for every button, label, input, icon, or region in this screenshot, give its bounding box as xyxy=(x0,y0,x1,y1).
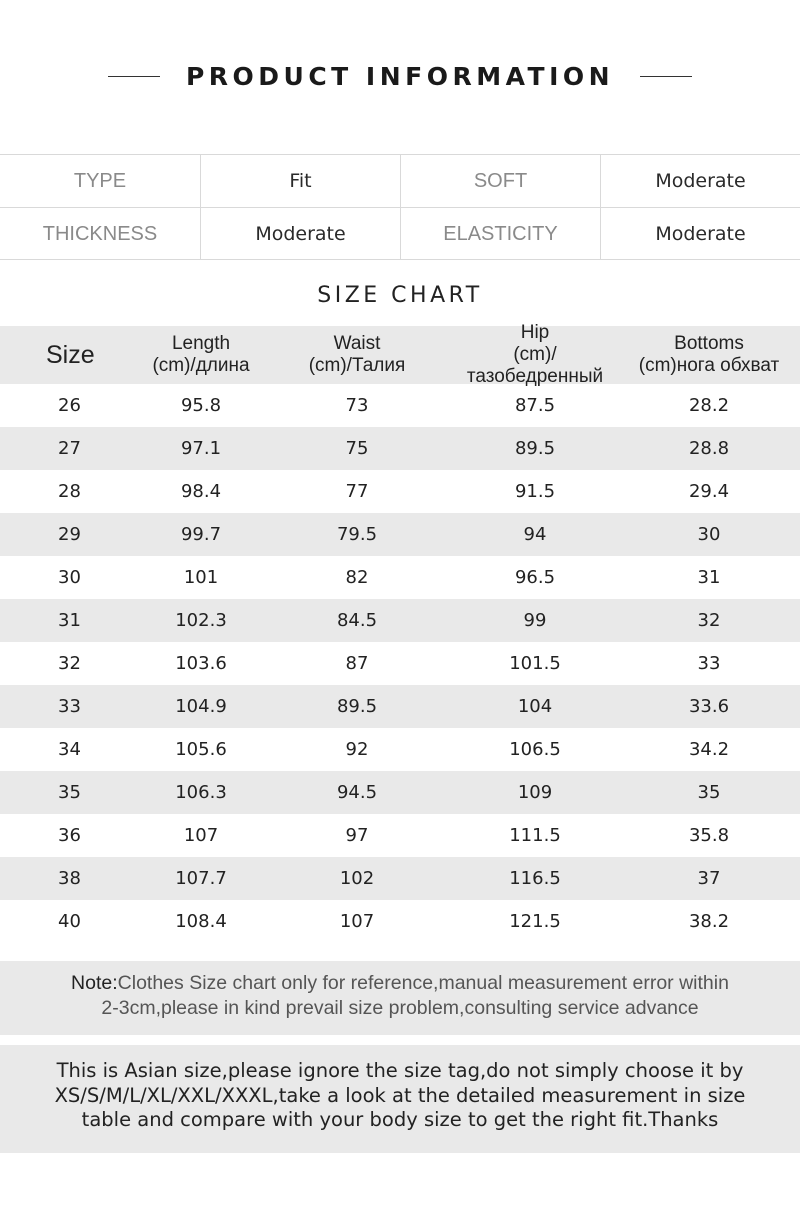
cell-waist: 107 xyxy=(339,911,375,932)
cell-bottoms: 33 xyxy=(697,653,721,674)
note-text: Clothes Size chart only for reference,manual measurement error within xyxy=(117,972,729,994)
product-info-table xyxy=(0,154,800,260)
info-row xyxy=(0,155,800,207)
header-hip-line2: (cm)/тазобедренный xyxy=(466,344,604,387)
table-row xyxy=(0,771,800,814)
cell-hip: 101.5 xyxy=(509,653,561,674)
cell-length: 104.9 xyxy=(175,696,227,717)
table-row xyxy=(0,642,800,685)
cell-waist: 84.5 xyxy=(336,610,378,631)
cell-size: 26 xyxy=(58,395,81,416)
cell-size: 32 xyxy=(58,653,81,674)
size-chart-table xyxy=(0,322,800,943)
header-size: Size xyxy=(46,341,95,369)
asian-size-notice xyxy=(0,1045,800,1153)
cell-bottoms: 28.8 xyxy=(688,438,730,459)
cell-length: 105.6 xyxy=(175,739,227,760)
header-waist-line1: Waist xyxy=(333,333,381,354)
cell-length: 98.4 xyxy=(180,481,222,502)
info-value-type: Fit xyxy=(200,155,400,207)
note-label: Note: xyxy=(71,972,118,994)
cell-size: 34 xyxy=(58,739,81,760)
cell-length: 103.6 xyxy=(175,653,227,674)
size-chart-title: SIZE CHART xyxy=(317,283,483,308)
table-row xyxy=(0,685,800,728)
cell-waist: 77 xyxy=(345,481,369,502)
cell-waist: 94.5 xyxy=(336,782,378,803)
header-length-line2: (cm)/длина xyxy=(152,355,250,376)
header-hip xyxy=(452,322,618,388)
cell-bottoms: 30 xyxy=(697,524,721,545)
cell-length: 97.1 xyxy=(180,438,222,459)
cell-waist: 73 xyxy=(345,395,369,416)
cell-waist: 79.5 xyxy=(336,524,378,545)
cell-hip: 89.5 xyxy=(514,438,556,459)
table-row xyxy=(0,427,800,470)
header-rule-right xyxy=(640,76,692,77)
cell-size: 30 xyxy=(58,567,81,588)
table-row xyxy=(0,814,800,857)
cell-bottoms: 35 xyxy=(697,782,721,803)
info-key-type: TYPE xyxy=(73,169,127,192)
header-rule-left xyxy=(108,76,160,77)
table-row xyxy=(0,728,800,771)
note-box xyxy=(0,961,800,1035)
cell-hip: 116.5 xyxy=(509,868,561,889)
asian-notice-line2: XS/S/M/L/XL/XXL/XXXL,take a look at the detailed measurement in size xyxy=(54,1083,746,1107)
cell-bottoms: 33.6 xyxy=(688,696,730,717)
cell-bottoms: 29.4 xyxy=(688,481,730,502)
cell-waist: 89.5 xyxy=(336,696,378,717)
cell-waist: 87 xyxy=(345,653,369,674)
cell-bottoms: 28.2 xyxy=(688,395,730,416)
cell-length: 107 xyxy=(183,825,219,846)
info-value-thickness: Moderate xyxy=(200,208,400,260)
cell-hip: 91.5 xyxy=(514,481,556,502)
asian-notice-line3: table and compare with your body size to get the right fit.Thanks xyxy=(81,1108,719,1131)
cell-length: 101 xyxy=(183,567,219,588)
cell-waist: 75 xyxy=(345,438,369,459)
cell-hip: 106.5 xyxy=(509,739,561,760)
cell-size: 27 xyxy=(58,438,81,459)
cell-length: 99.7 xyxy=(180,524,222,545)
header-waist-line2: (cm)/Талия xyxy=(308,355,406,376)
table-row xyxy=(0,470,800,513)
cell-size: 31 xyxy=(58,610,81,631)
cell-hip: 99 xyxy=(523,610,547,631)
cell-length: 95.8 xyxy=(180,395,222,416)
cell-length: 107.7 xyxy=(175,868,227,889)
cell-hip: 96.5 xyxy=(514,567,556,588)
header-length-line1: Length xyxy=(171,333,231,354)
header-bottoms xyxy=(618,333,800,377)
cell-waist: 102 xyxy=(339,868,375,889)
cell-bottoms: 35.8 xyxy=(688,825,730,846)
cell-length: 102.3 xyxy=(175,610,227,631)
asian-notice-line1: This is Asian size,please ignore the size tag,do not simply choose it by xyxy=(56,1059,744,1082)
page-title: PRODUCT INFORMATION xyxy=(185,61,615,91)
cell-hip: 104 xyxy=(517,696,553,717)
cell-size: 33 xyxy=(58,696,81,717)
note-line1 xyxy=(0,971,800,996)
table-row xyxy=(0,900,800,943)
size-chart-body xyxy=(0,384,800,943)
note-line2: 2-3cm,please in kind prevail size problem,consulting service advance xyxy=(101,997,699,1019)
cell-bottoms: 38.2 xyxy=(688,911,730,932)
info-value-elasticity: Moderate xyxy=(600,208,800,260)
info-key-soft: SOFT xyxy=(400,155,600,207)
table-row xyxy=(0,384,800,427)
cell-hip: 111.5 xyxy=(509,825,561,846)
cell-hip: 87.5 xyxy=(514,395,556,416)
page-header xyxy=(0,50,800,102)
cell-waist: 97 xyxy=(345,825,369,846)
cell-size: 35 xyxy=(58,782,81,803)
header-waist xyxy=(262,333,452,377)
cell-size: 29 xyxy=(58,524,81,545)
table-row xyxy=(0,556,800,599)
cell-hip: 121.5 xyxy=(509,911,561,932)
cell-size: 38 xyxy=(58,868,81,889)
table-row xyxy=(0,513,800,556)
cell-waist: 82 xyxy=(345,567,369,588)
cell-bottoms: 37 xyxy=(697,868,721,889)
cell-bottoms: 34.2 xyxy=(688,739,730,760)
cell-bottoms: 32 xyxy=(697,610,721,631)
cell-size: 28 xyxy=(58,481,81,502)
cell-size: 40 xyxy=(58,911,81,932)
cell-length: 106.3 xyxy=(175,782,227,803)
table-row xyxy=(0,857,800,900)
cell-bottoms: 31 xyxy=(697,567,721,588)
header-bottoms-line1: Bottoms xyxy=(674,333,744,354)
header-hip-line1: Hip xyxy=(520,322,550,343)
cell-hip: 94 xyxy=(523,524,547,545)
cell-length: 108.4 xyxy=(175,911,227,932)
info-row xyxy=(0,207,800,260)
cell-waist: 92 xyxy=(345,739,369,760)
info-value-soft: Moderate xyxy=(600,155,800,207)
header-length xyxy=(140,333,262,377)
cell-hip: 109 xyxy=(517,782,553,803)
size-chart-header-row xyxy=(0,322,800,387)
header-bottoms-line2: (cm)нога обхват xyxy=(638,355,780,376)
table-row xyxy=(0,599,800,642)
info-key-elasticity: ELASTICITY xyxy=(400,208,600,260)
info-key-thickness: THICKNESS xyxy=(42,222,158,245)
cell-size: 36 xyxy=(58,825,81,846)
